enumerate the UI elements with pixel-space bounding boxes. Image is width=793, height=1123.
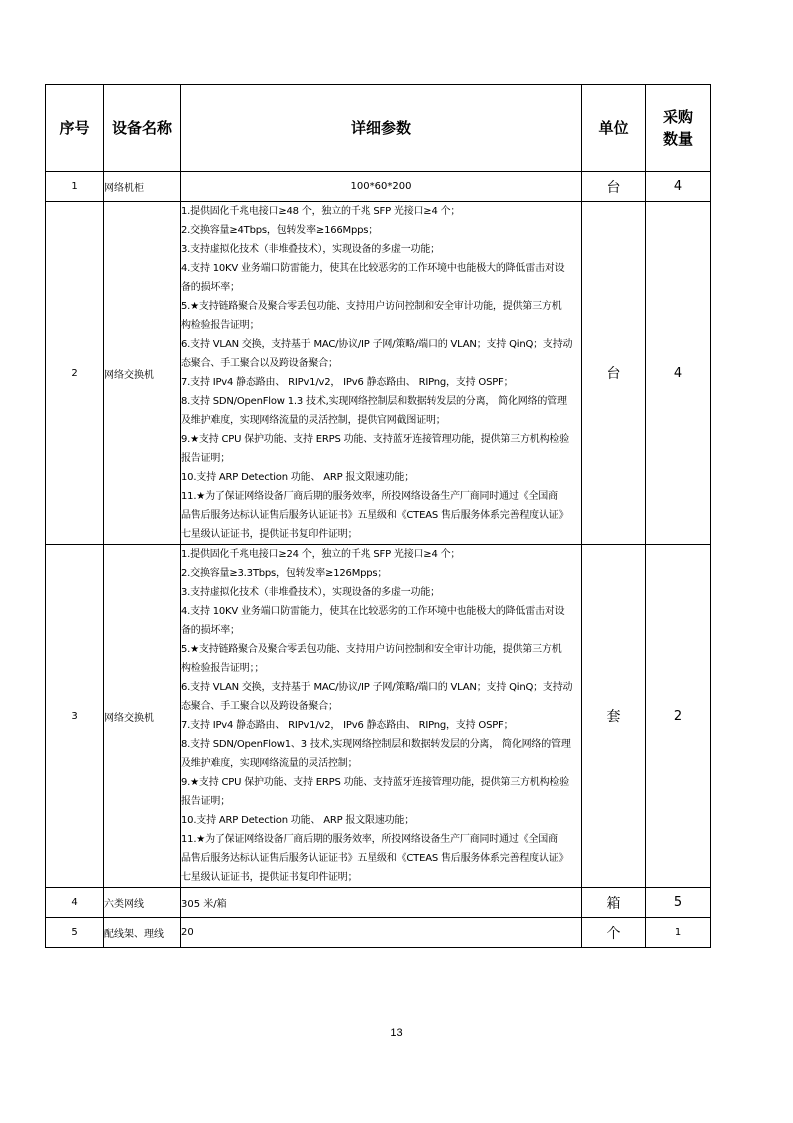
page-number: 13 — [390, 1027, 403, 1039]
detail-line: 3.支持虚拟化技术（非堆叠技术），实现设备的多虚一功能； — [181, 587, 440, 598]
detail-line: 1.提供固化千兆电接口≥48 个，独立的千兆 SFP 光接口≥4 个； — [181, 206, 461, 217]
header-unit: 单位 — [582, 85, 646, 172]
detail-line: 七星级认证证书，提供证书复印件证明； — [181, 872, 358, 883]
detail-line: 8.支持 SDN/OpenFlow1、3 技术,实现网络控制层和数据转发层的分离， 简化网络的管理 — [181, 739, 571, 750]
row-unit: 台 — [582, 202, 646, 545]
detail-line: 8.支持 SDN/OpenFlow 1.3 技术,实现网络控制层和数据转发层的分离， 简化网络的管理 — [181, 396, 567, 407]
detail-line: 备的损坏率； — [181, 282, 240, 293]
equipment-spec-table — [45, 84, 711, 948]
detail-line: 及维护难度，实现网络流量的灵活控制，提供官网截图证明； — [181, 415, 446, 426]
table-row — [46, 545, 711, 888]
detail-line: 2.交换容量≥3.3Tbps，包转发率≥126Mpps； — [181, 568, 388, 579]
row-unit: 箱 — [582, 888, 646, 918]
header-qty — [646, 85, 711, 172]
header-seq: 序号 — [46, 85, 104, 172]
detail-line: 7.支持 IPv4 静态路由、 RIPv1/v2， IPv6 静态路由、 RIPng，支持 OSPF； — [181, 377, 514, 388]
header-qty-line2: 数量 — [662, 130, 693, 148]
detail-line: 10.支持 ARP Detection 功能、 ARP 报文限速功能； — [181, 472, 415, 483]
detail-line: 态聚合、手工聚合以及跨设备聚合； — [181, 358, 338, 369]
detail-line: 4.支持 10KV 业务端口防雷能力，使其在比较恶劣的工作环境中也能极大的降低雷击对设 — [181, 263, 565, 274]
row-name: 网络交换机 — [104, 202, 181, 545]
row-seq: 2 — [46, 202, 104, 545]
detail-line: 5.★支持链路聚合及聚合零丢包功能、支持用户访问控制和安全审计功能，提供第三方机 — [181, 644, 562, 655]
detail-line: 10.支持 ARP Detection 功能、 ARP 报文限速功能； — [181, 815, 415, 826]
row-qty: 4 — [646, 202, 711, 545]
detail-line: 七星级认证证书，提供证书复印件证明； — [181, 529, 358, 540]
header-detail: 详细参数 — [181, 85, 582, 172]
row-details — [181, 545, 582, 888]
row-name: 配线架、理线 — [104, 918, 181, 948]
table-row — [46, 202, 711, 545]
row-spec: 100*60*200 — [181, 172, 582, 202]
row-qty: 1 — [646, 918, 711, 948]
row-unit: 套 — [582, 545, 646, 888]
detail-line: 构检验报告证明；； — [181, 663, 265, 674]
row-qty: 2 — [646, 545, 711, 888]
detail-line: 备的损坏率； — [181, 625, 240, 636]
detail-line: 品售后服务达标认证售后服务认证证书》五星级和《CTEAS 售后服务体系完善程度认证》 — [181, 510, 569, 521]
detail-line: 9.★支持 CPU 保护功能、支持 ERPS 功能、支持蓝牙连接管理功能，提供第三方机构检验 — [181, 777, 569, 788]
row-name: 网络机柜 — [104, 172, 181, 202]
row-spec: 305 米/箱 — [181, 888, 582, 918]
header-qty-line1: 采购 — [662, 108, 693, 126]
row-unit: 个 — [582, 918, 646, 948]
detail-line: 及维护难度，实现网络流量的灵活控制； — [181, 758, 358, 769]
detail-line: 9.★支持 CPU 保护功能、支持 ERPS 功能、支持蓝牙连接管理功能，提供第三方机构检验 — [181, 434, 569, 445]
detail-line: 报告证明； — [181, 453, 230, 464]
detail-line: 11.★为了保证网络设备厂商后期的服务效率，所投网络设备生产厂商同时通过《全国商 — [181, 834, 558, 845]
detail-line: 1.提供固化千兆电接口≥24 个，独立的千兆 SFP 光接口≥4 个； — [181, 549, 461, 560]
table-header-row — [46, 85, 711, 172]
detail-line: 报告证明； — [181, 796, 230, 807]
row-seq: 3 — [46, 545, 104, 888]
detail-line: 6.支持 VLAN 交换，支持基于 MAC/协议/IP 子网/策略/端口的 VLAN；支持 QinQ；支持动 — [181, 339, 573, 350]
table-row — [46, 918, 711, 948]
row-qty: 5 — [646, 888, 711, 918]
detail-line: 品售后服务达标认证售后服务认证证书》五星级和《CTEAS 售后服务体系完善程度认证》 — [181, 853, 569, 864]
detail-line: 4.支持 10KV 业务端口防雷能力，使其在比较恶劣的工作环境中也能极大的降低雷击对设 — [181, 606, 565, 617]
row-name: 六类网线 — [104, 888, 181, 918]
row-seq: 1 — [46, 172, 104, 202]
row-qty: 4 — [646, 172, 711, 202]
row-seq: 5 — [46, 918, 104, 948]
row-seq: 4 — [46, 888, 104, 918]
row-unit: 台 — [582, 172, 646, 202]
detail-line: 2.交换容量≥4Tbps，包转发率≥166Mpps； — [181, 225, 379, 236]
detail-line: 11.★为了保证网络设备厂商后期的服务效率，所投网络设备生产厂商同时通过《全国商 — [181, 491, 558, 502]
table-row — [46, 172, 711, 202]
row-details — [181, 202, 582, 545]
row-name: 网络交换机 — [104, 545, 181, 888]
header-name: 设备名称 — [104, 85, 181, 172]
detail-line: 态聚合、手工聚合以及跨设备聚合； — [181, 701, 338, 712]
detail-line: 构检验报告证明； — [181, 320, 260, 331]
row-spec: 20 — [181, 918, 582, 948]
detail-line: 6.支持 VLAN 交换，支持基于 MAC/协议/IP 子网/策略/端口的 VLAN；支持 QinQ；支持动 — [181, 682, 573, 693]
detail-line: 3.支持虚拟化技术（非堆叠技术），实现设备的多虚一功能； — [181, 244, 440, 255]
detail-line: 5.★支持链路聚合及聚合零丢包功能、支持用户访问控制和安全审计功能，提供第三方机 — [181, 301, 562, 312]
detail-line: 7.支持 IPv4 静态路由、 RIPv1/v2， IPv6 静态路由、 RIPng，支持 OSPF； — [181, 720, 514, 731]
table-row — [46, 888, 711, 918]
